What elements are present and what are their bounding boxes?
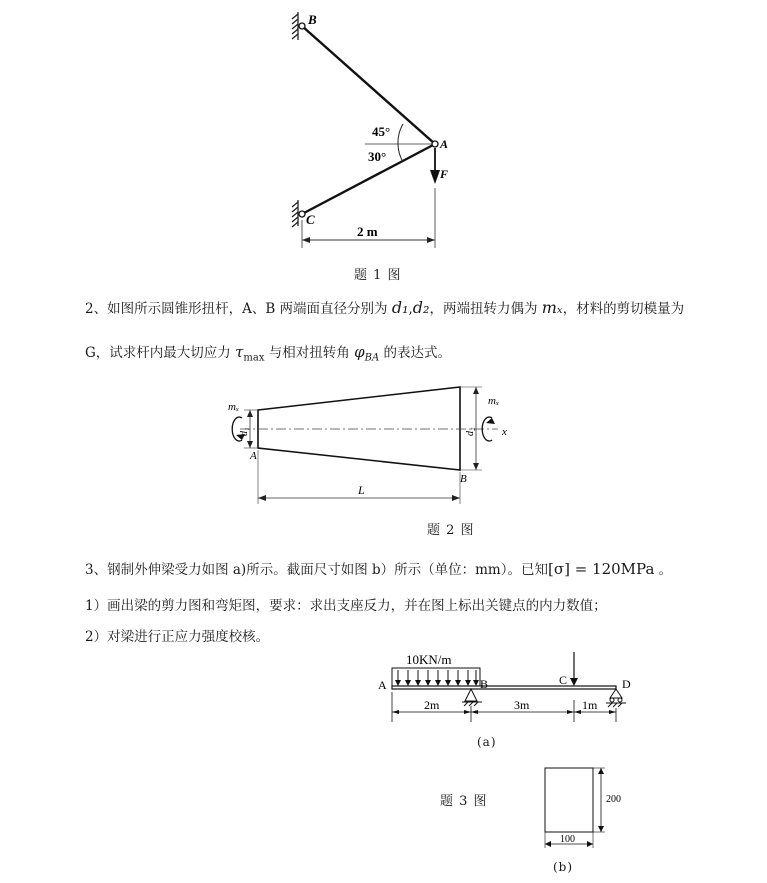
label-mx-left: mₓ [228,401,240,413]
tapered-shaft-outline [258,387,460,470]
problem-3-text-a: 3、钢制外伸梁受力如图 a)所示。截面尺寸如图 b）所示（单位：mm）。已知 [85,562,548,578]
label-height-200: 200 [606,794,621,805]
problem-3-item-1: 1）画出梁的剪力图和弯矩图，要求：求出支座反力，并在图上标出关键点的内力数值； [85,598,607,614]
label-span-2m: 2m [424,698,440,712]
problem-2-text-c: ，材料的剪切模量为 [562,301,685,317]
label-d: D [622,677,631,691]
problem-2-text-b: ，两端扭转力偶为 [429,301,542,317]
figure-3a-beam [370,630,640,730]
label-x-axis: x [502,426,507,438]
label-c: C [306,212,315,227]
label-a: A [440,137,449,151]
symbol-comma: , [408,301,413,317]
label-d2: d₂ [465,427,476,436]
angle-arc-45 [398,124,403,144]
d1-arrow-bottom [247,441,253,448]
problem-2-text-f: 的表达式。 [379,345,451,361]
label-width-100: 100 [560,834,575,845]
problem-2-line-2 [85,342,451,369]
problem-3-line-1 [85,559,672,580]
dimension-arrow-right [427,237,435,243]
symbol-d2: d₂ [412,298,430,317]
label-f: F [440,167,449,181]
allowable-stress: [σ] = 120MPa [547,560,655,578]
width-arrow-right [587,841,593,847]
pin-support-b [462,689,482,706]
length-arrow-left [258,495,266,501]
distributed-load-arrowheads [395,680,479,686]
pin-a [432,141,438,147]
label-b: B [480,677,489,691]
roller-support-d [606,689,626,707]
symbol-phi-sub: BA [364,352,380,364]
symbol-phi: φ [354,343,365,361]
pin-c [299,211,305,217]
dimension-arrow-left [302,237,310,243]
symbol-d1: d₁ [391,298,409,317]
problem-2-text-e: 与相对扭转角 [264,345,355,361]
label-a: A [378,678,387,692]
figure-2-tapered-shaft [220,380,520,510]
label-c: C [559,673,568,687]
label-mx-right: mₓ [488,395,500,407]
problem-2-text-a: 2、如图所示圆锥形扭杆，A、B 两端面直径分别为 [85,301,392,317]
figure-3a-caption: (a) [477,735,497,749]
label-dimension-2m: 2 m [357,224,378,239]
length-arrow-right [452,495,460,501]
figure-1-caption: 题 1 图 [354,268,402,283]
label-angle-30: 30° [368,149,387,164]
d2-arrow-top [473,387,479,394]
label-d1: d₁ [239,427,250,436]
label-angle-45: 45° [372,124,391,139]
width-arrow-left [545,841,551,847]
symbol-tau-sub: max [243,352,265,364]
d1-arrow-top [247,410,253,417]
label-b: B [460,473,467,485]
symbol-mx: mₓ [541,298,563,317]
label-a: A [250,450,257,462]
height-arrow-bottom [598,826,604,832]
figure-1-truss [280,8,480,253]
point-load-arrowhead [570,678,578,686]
problem-2-line-1 [85,298,684,319]
section-rectangle [545,768,593,832]
problem-2-text-d: G，试求杆内最大切应力 [85,345,236,361]
d2-arrow-bottom [473,463,479,470]
torque-arrow-right [486,418,495,424]
beam-body [392,686,616,689]
label-span-1m: 1m [582,698,598,712]
wall-support-c [292,200,298,227]
figure-3b-cross-section [535,760,635,855]
figure-2-caption: 题 2 图 [427,523,475,538]
label-b: B [308,12,317,27]
angle-arc-30 [398,144,403,162]
wall-support-b [292,12,298,40]
problem-3-text-end: 。 [654,562,673,578]
load-f-arrowhead [430,170,440,184]
problem-3-item-2: 2）对梁进行正应力强度校核。 [85,629,270,645]
height-arrow-top [598,768,604,774]
pin-b [299,23,305,29]
figure-3-caption: 题 3 图 [440,794,488,809]
label-distributed-load: 10KN/m [406,652,452,667]
label-span-3m: 3m [514,698,530,712]
figure-3b-caption: (b) [553,860,574,874]
symbol-tau: τ [235,343,244,361]
label-length: L [358,483,365,497]
member-ba [302,26,435,144]
